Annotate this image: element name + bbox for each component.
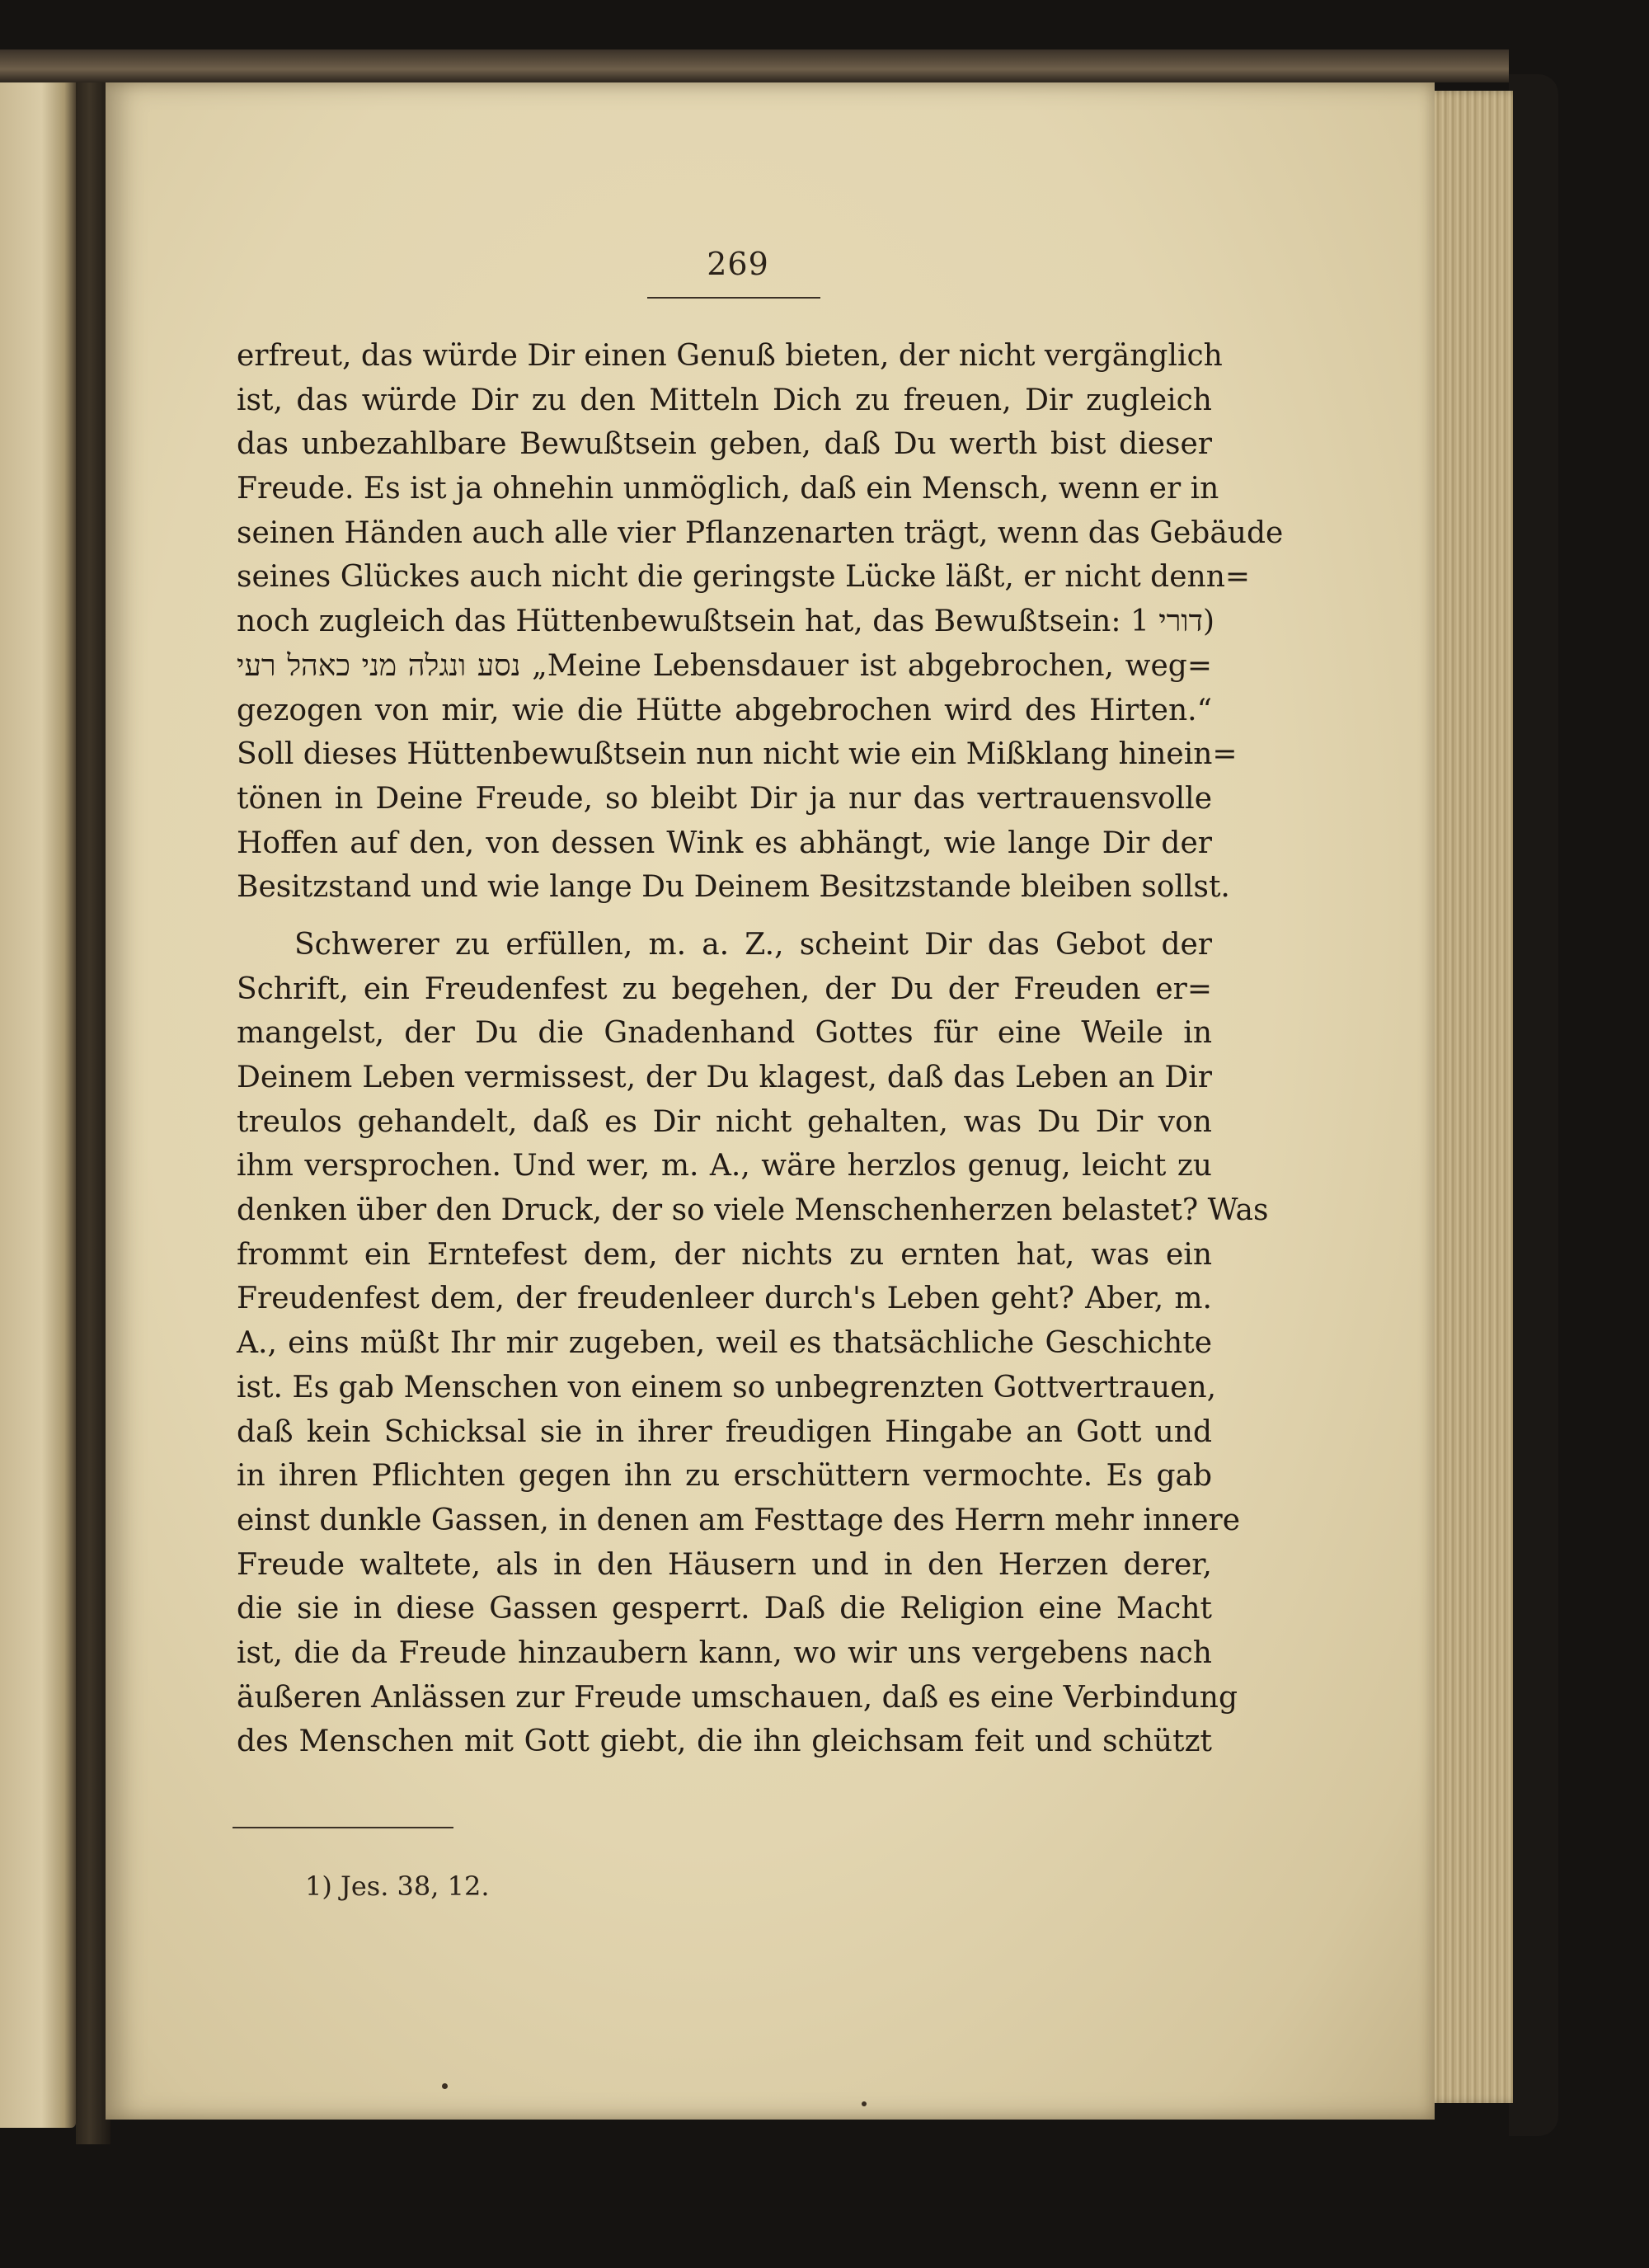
text-line: Schrift, ein Freudenfest zu begehen, der Du der Freuden er=	[237, 972, 1212, 1006]
text-line: einst dunkle Gassen, in denen am Festtage des Herrn mehr innere	[237, 1503, 1241, 1537]
text-line: Deinem Leben vermissest, der Du klagest, daß das Leben an Dir	[237, 1061, 1212, 1094]
book-cover-top	[0, 49, 1509, 82]
text-line: Soll dieses Hüttenbewußtsein nun nicht wie ein Mißklang hinein=	[237, 737, 1238, 772]
body-text	[237, 334, 1284, 1764]
left-page-edge	[0, 66, 76, 2128]
text-line: Besitzstand und wie lange Du Deinem Besitzstande bleiben sollst.	[237, 870, 1230, 905]
text-line: ihm versprochen. Und wer, m. A., wäre herzlos genug, leicht zu	[237, 1149, 1212, 1183]
text-line: Freude. Es ist ja ohnehin unmöglich, daß ein Mensch, wenn er in	[237, 472, 1219, 506]
text-line: ist, das würde Dir zu den Mitteln Dich zu freuen, Dir zugleich	[237, 383, 1212, 417]
text-line-indented: Schwerer zu erfüllen, m. a. Z., scheint Dir das Gebot der	[294, 927, 1212, 962]
text-line: noch zugleich das Hüttenbewußtsein hat, das Bewußtsein: דורי 1)	[237, 605, 1214, 639]
page-number: 269	[707, 246, 769, 282]
text-line: seines Glückes auch nicht die geringste Lücke läßt, er nicht denn=	[237, 560, 1251, 595]
text-line: mangelst, der Du die Gnadenhand Gottes für eine Weile in	[237, 1016, 1212, 1051]
footnote: 1) Jes. 38, 12.	[305, 1870, 490, 1902]
text-line: denken über den Druck, der so viele Menschenherzen belastet? Was	[237, 1193, 1269, 1228]
paragraph-2	[237, 923, 1269, 1764]
paper-speck	[442, 2083, 448, 2089]
paper-speck	[862, 2101, 867, 2106]
text-line: tönen in Deine Freude, so bleibt Dir ja nur das vertrauensvolle	[237, 781, 1212, 816]
header-rule	[647, 297, 820, 299]
text-line: in ihren Pflichten gegen ihn zu erschüttern vermochte. Es gab	[237, 1459, 1212, 1494]
text-line: Freude waltete, als in den Häusern und in den Herzen derer,	[237, 1547, 1212, 1582]
text-line: gezogen von mir, wie die Hütte abgebrochen wird des Hirten.“	[237, 693, 1212, 727]
text-line: Freudenfest dem, der freudenleer durch's Leben geht? Aber, m.	[237, 1282, 1212, 1316]
text-line: des Menschen mit Gott giebt, die ihn gleichsam feit und schützt	[237, 1725, 1212, 1759]
text-line: frommt ein Erntefest dem, der nichts zu ernten hat, was ein	[237, 1237, 1212, 1272]
text-line: seinen Händen auch alle vier Pflanzenarten trägt, wenn das Gebäude	[237, 515, 1284, 550]
text-line-hebrew: נסע ונגלה מני כאהל רעי „Meine Lebensdauer ist abgebrochen, weg=	[237, 648, 1212, 683]
text-line: äußeren Anlässen zur Freude umschauen, daß es eine Verbindung	[237, 1680, 1238, 1715]
text-line: das unbezahlbare Bewußtsein geben, daß Du werth bist dieser	[237, 427, 1212, 462]
text-line: die sie in diese Gassen gesperrt. Daß die Religion eine Macht	[237, 1592, 1212, 1626]
text-line: A., eins müßt Ihr mir zugeben, weil es thatsächliche Geschichte	[237, 1326, 1212, 1361]
text-line: treulos gehandelt, daß es Dir nicht gehalten, was Du Dir von	[237, 1104, 1212, 1139]
paragraph-gap	[237, 910, 1212, 923]
footnote-rule	[233, 1827, 453, 1828]
text-line: erfreut, das würde Dir einen Genuß bieten, der nicht vergänglich	[237, 339, 1223, 373]
text-line: daß kein Schicksal sie in ihrer freudigen Hingabe an Gott und	[237, 1414, 1212, 1449]
book-cover-right	[1509, 74, 1558, 2136]
text-line: ist, die da Freude hinzaubern kann, wo wir uns vergebens nach	[237, 1635, 1212, 1670]
text-line: ist. Es gab Menschen von einem so unbegrenzten Gottvertrauen,	[237, 1370, 1217, 1405]
paragraph-1	[237, 334, 1284, 910]
text-line: Hoffen auf den, von dessen Wink es abhängt, wie lange Dir der	[237, 826, 1212, 860]
